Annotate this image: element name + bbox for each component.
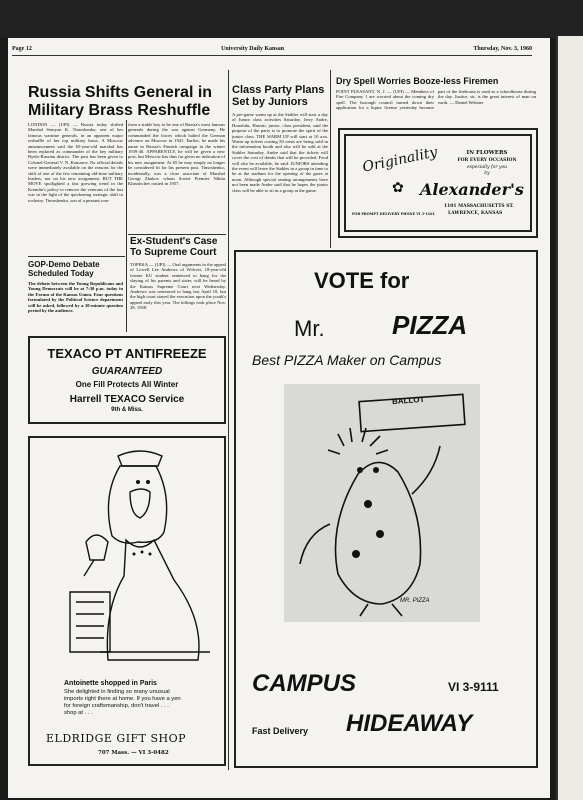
vote-for: VOTE for [314, 268, 410, 293]
alexanders-ad [338, 128, 538, 238]
alex-script: Originality [361, 144, 439, 176]
alex-phone: FOR PROMPT DELIVERY PHONE VI 3-1161 [352, 212, 435, 216]
texaco-ad [28, 336, 226, 424]
issue-date: Thursday, Nov. 3, 1960 [473, 45, 532, 52]
gift-body: She delighted in finding so many unusual imports right there at home. If you have a yen for foreign craftsmanship, don't travel . . . shop at . . . [64, 689, 181, 716]
debate-body: The debate between the Young Republicans and Young Democrats will be at 7:30 p.m. today in the Forum of the Kansas Union. Four questions formulated by the Political Science department will be asked, followed by a 30-minute question period by the audience. [28, 281, 123, 314]
best-pizza-maker: Best PIZZA Maker on Campus [252, 352, 442, 368]
rose-icon: ✿ [392, 180, 404, 196]
texaco-service: Harrell TEXACO Service [69, 394, 185, 405]
class-headline: Class Party Plans Set by Juniors [232, 84, 325, 108]
debate-headline: GOP-Demo Debate Scheduled Today [28, 260, 100, 278]
ballot-label: BALLOT [391, 394, 425, 407]
alex-tag1: IN FLOWERS [466, 150, 508, 156]
student-body: TOPEKA — (UPI) — Oral arguments in the appeal of Lowell Lee Andrews of Wolcott, 18-year-old former KU student sentenced to hang for the slaying of his parents and sister, will be heard by the Kansas Supreme Court next Wednesday. Andrews was sentenced to hang last April 18, but the high court stayed the execution upon the youth's appeal early this year. The killings took place Nov. 28, 1958. [130, 262, 226, 311]
pizza-phone: VI 3-9111 [448, 680, 499, 694]
alex-address2: LAWRENCE, KANSAS [448, 211, 503, 216]
hideaway-label: HIDEAWAY [346, 710, 473, 737]
gift-shop-name: ELDRIDGE GIFT SHOP [46, 732, 187, 745]
divider [128, 234, 226, 235]
campus-label: CAMPUS [252, 670, 357, 697]
class-body: A pre-game warm up at the Stables will start a day of Junior class activities Saturday. Jerry Andre, Honolulu, Hawaii, junior, class president, said the purpose of the party is to promote the spirit of the junior class. THE WARM UP will start at 10 a.m. Warm up tickets costing 50 cents are being sold in the information booth and also will be sold at the Stables Saturday. Andre said that the tickets will cover the cost of drinks that will be provided. Food will also be available, he said. JUNIORS attending the event will leave the Stables in a group in time to be at the stadium for the opening of the gates at noon. Although special seating arrangements have not been made Andre said that he hopes the junior class will be able to sit in a group at the game. [232, 112, 328, 193]
page-number: Page 12 [12, 45, 32, 52]
student-headline: Ex-Student's Case To Supreme Court [130, 236, 218, 258]
scan-top-edge [0, 0, 583, 38]
russia-body-col2: from a stable boy to be one of Russia's most famous generals during the war against Germany. He commanded the forces which halted the German advance on Moscow in 1941. Earlier, he made his name in Russia's Finnish campaign in the winter 1939-40. APPARENTLY, he will be given a new post, but Moscow has thus far given no indication of his new assignment. At 65 he may simply no longer be considered fit for his present post. Timoshenko, incidentally, was a close associate of Marshal Georgi Zhukov whom Soviet Premier Nikita Khrushchev ousted in 1957. [128, 122, 225, 187]
pizza-label: PIZZA [392, 310, 468, 340]
russia-headline: Russia Shifts General in Military Brass Reshuffle [28, 84, 213, 119]
pizza-illustration [284, 384, 480, 622]
mr-pizza-ad [234, 250, 538, 768]
dry-body: POINT PLEASANT, N. J. — (UPI) — Members of Fire Company 1 are worried about the coming dry spell. The borough council turned down their application for a liquor license yesterday because part of the firehouse is used as a schoolhouse during the day. Justice, sir, is the great interest of man on earth. — Daniel Webster [336, 89, 536, 111]
gift-caption: Antoinette shopped in Paris [64, 680, 157, 687]
alex-tag4: by [484, 171, 490, 176]
mr-pizza-sign: MR. PIZZA [400, 598, 430, 604]
alex-name: Alexander's [420, 180, 524, 199]
alex-address1: 1101 MASSACHUSETTS ST. [444, 204, 514, 209]
texaco-protects: One Fill Protects All Winter [75, 380, 179, 389]
texaco-title: TEXACO PT ANTIFREEZE [47, 346, 207, 361]
column-rule [228, 70, 229, 770]
gift-shop-address: 707 Mass. — VI 3-0482 [98, 750, 169, 756]
newspaper-name: University Daily Kansan [221, 45, 285, 52]
dry-headline: Dry Spell Worries Booze-less Firemen [336, 76, 499, 86]
fast-delivery: Fast Delivery [252, 726, 309, 736]
page-header [12, 42, 532, 56]
russia-body-col1: LONDON — (UPI) — Russia today shifted Marshal Semyon K. Timoshenko, one of her famous wartime generals, in an apparent major reshuffle of her top military brass. A Moscow announcement said the 65-year-old marshal has been replaced as commander of the key military Byelo-Russian district. The post has been given to Colonel-General V. N. Komarov. No official details were immediately available on the reasons for the shift of one of the few remaining old-time military leaders, nor on his new assignment. BUT THE MOVE spotlighted a fast growing trend in the Kremlin's policy to remove the veterans of the last war in the light of the quickening strategic shift to rocketry. Timoshenko, son of a peasant rose [28, 122, 123, 203]
antoinette-illustration [30, 442, 224, 678]
column-rule [126, 120, 127, 332]
mr-label: Mr. [294, 316, 325, 341]
texaco-address: 9th & Miss. [111, 407, 143, 413]
gift-shop-ad [28, 436, 226, 766]
mr-pizza-figure [284, 384, 480, 622]
alex-tag2: FOR EVERY OCCASION [457, 158, 517, 163]
alex-tag3: especially for you [466, 165, 508, 170]
divider [28, 256, 125, 257]
adjacent-page-edge [556, 36, 583, 800]
texaco-guaranteed: GUARANTEED [91, 366, 163, 377]
